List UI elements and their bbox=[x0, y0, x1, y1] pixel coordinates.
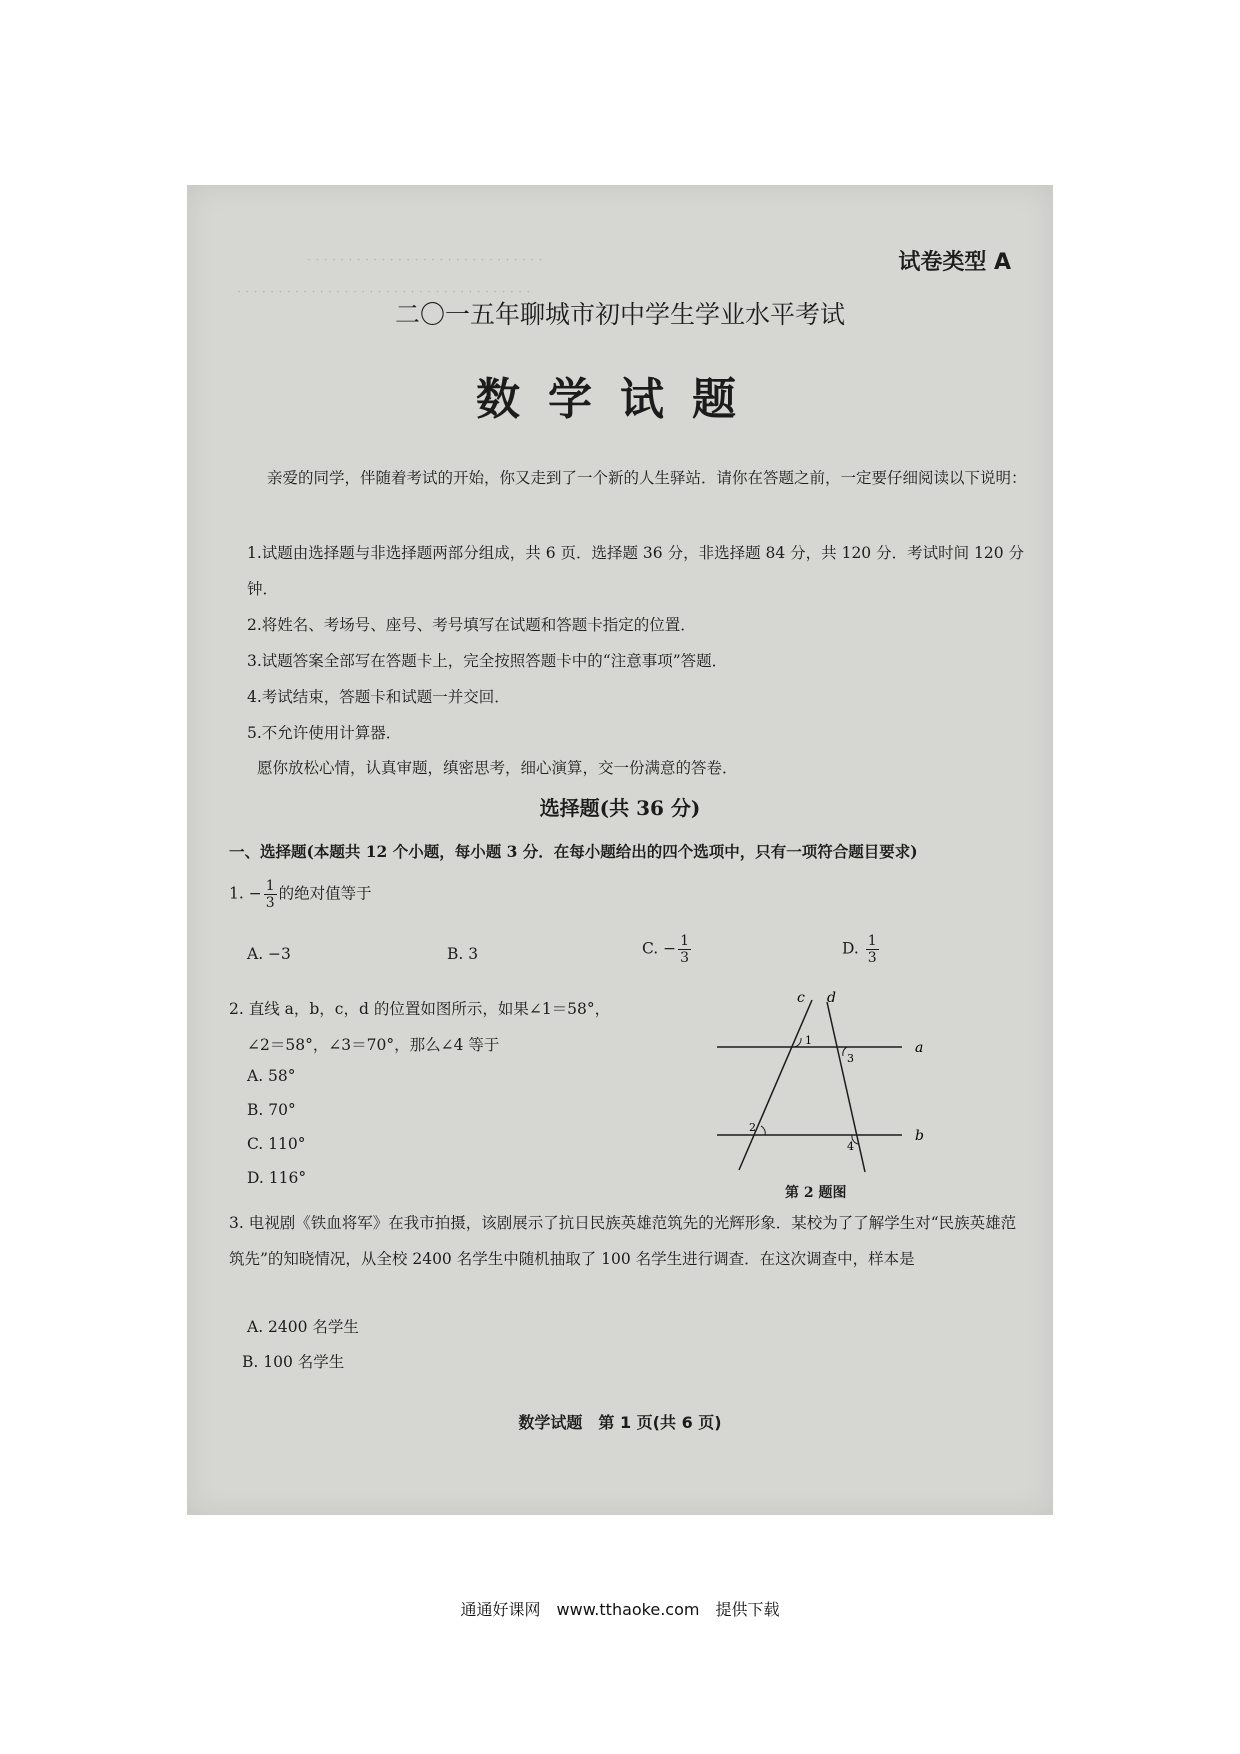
q1-fraction: $\frac{1}{3}$ bbox=[265, 878, 275, 911]
label-b: b bbox=[915, 1128, 924, 1144]
question-1 bbox=[229, 878, 372, 911]
label-d: d bbox=[827, 990, 836, 1006]
q1-option-d: D. $\frac{1}{3}$ bbox=[842, 933, 877, 966]
line-c bbox=[739, 1000, 812, 1170]
part-title: 一、选择题(本题共 12 个小题，每小题 3 分．在每小题给出的四个选项中，只有一项符合题目要求) bbox=[229, 842, 918, 861]
q1-option-c-fraction: $\frac{1}{3}$ bbox=[680, 933, 690, 966]
page-footer: 数学试题 第 1 页(共 6 页) bbox=[518, 1413, 722, 1432]
angle-2-arc bbox=[761, 1126, 765, 1135]
bleed-through-decoration: · · · · · · · · · · · · · · · · · · · · · · · · · · · · · · · · · · · · bbox=[237, 285, 531, 300]
bleed-through-decoration: · · · · · · · · · · · · · · · · · · · · · · · · · · · · · bbox=[307, 253, 543, 268]
q1-prefix: 1. − bbox=[229, 884, 262, 903]
q2-line-1: 2. 直线 a，b，c，d 的位置如图所示，如果∠1＝58°， bbox=[229, 1000, 611, 1018]
q2-option-d: D. 116° bbox=[247, 1169, 307, 1187]
q3-option-a: A. 2400 名学生 bbox=[247, 1318, 359, 1336]
line-d bbox=[827, 1002, 865, 1172]
q1-suffix: 的绝对值等于 bbox=[278, 884, 372, 903]
instruction-item: 5.不允许使用计算器． bbox=[247, 724, 402, 742]
subject-title: 数学试题 bbox=[476, 374, 764, 425]
intro-paragraph: 亲爱的同学，伴随着考试的开始，你又走到了一个新的人生驿站．请你在答题之前，一定要仔细阅读以下说明： bbox=[267, 469, 1027, 487]
figure-caption: 第 2 题图 bbox=[785, 1185, 847, 1201]
q2-option-c: C. 110° bbox=[247, 1135, 306, 1153]
q2-option-a: A. 58° bbox=[247, 1067, 296, 1085]
label-angle-4: 4 bbox=[847, 1140, 854, 1153]
exam-sheet bbox=[187, 185, 1053, 1515]
download-watermark: 通通好课网 www.tthaoke.com 提供下载 bbox=[460, 1600, 780, 1619]
wish-text: 愿你放松心情，认真审题，缜密思考，细心演算，交一份满意的答卷． bbox=[257, 759, 738, 777]
paper-type-label: 试卷类型 A bbox=[898, 250, 1011, 275]
instructions-list bbox=[247, 535, 1027, 751]
question-2-figure bbox=[717, 990, 957, 1175]
q1-option-c: C. − $\frac{1}{3}$ bbox=[642, 933, 690, 966]
label-a: a bbox=[915, 1040, 924, 1056]
question-3: 3. 电视剧《铁血将军》在我市拍摄，该剧展示了抗日民族英雄范筑先的光辉形象．某校为了了解学生对“民族英雄范筑先”的知晓情况，从全校 2400 名学生中随机抽取了 100 名学生进行调查．在这次调查中，样本是 bbox=[229, 1214, 1017, 1268]
exam-title: 二〇一五年聊城市初中学生学业水平考试 bbox=[394, 300, 845, 329]
q1-option-d-fraction: $\frac{1}{3}$ bbox=[867, 933, 877, 966]
q2-line-2: ∠2＝58°，∠3＝70°，那么∠4 等于 bbox=[247, 1036, 500, 1054]
q1-option-a: A. −3 bbox=[247, 945, 291, 963]
instruction-item: 2.将姓名、考场号、座号、考号填写在试题和答题卡指定的位置． bbox=[247, 616, 696, 634]
label-angle-3: 3 bbox=[847, 1052, 854, 1065]
q3-option-b: B. 100 名学生 bbox=[242, 1353, 345, 1371]
instruction-item: 1.试题由选择题与非选择题两部分组成，共 6 页．选择题 36 分，非选择题 84 分，共 120 分．考试时间 120 分钟． bbox=[247, 544, 1025, 598]
q1-option-b: B. 3 bbox=[447, 945, 479, 963]
section-title: 选择题(共 36 分) bbox=[539, 796, 701, 820]
label-angle-1: 1 bbox=[805, 1034, 812, 1047]
instruction-item: 4.考试结束，答题卡和试题一并交回． bbox=[247, 688, 510, 706]
label-c: c bbox=[797, 990, 805, 1006]
instruction-item: 3.试题答案全部写在答题卡上，完全按照答题卡中的“注意事项”答题． bbox=[247, 652, 728, 670]
q2-option-b: B. 70° bbox=[247, 1101, 296, 1119]
label-angle-2: 2 bbox=[749, 1121, 756, 1134]
